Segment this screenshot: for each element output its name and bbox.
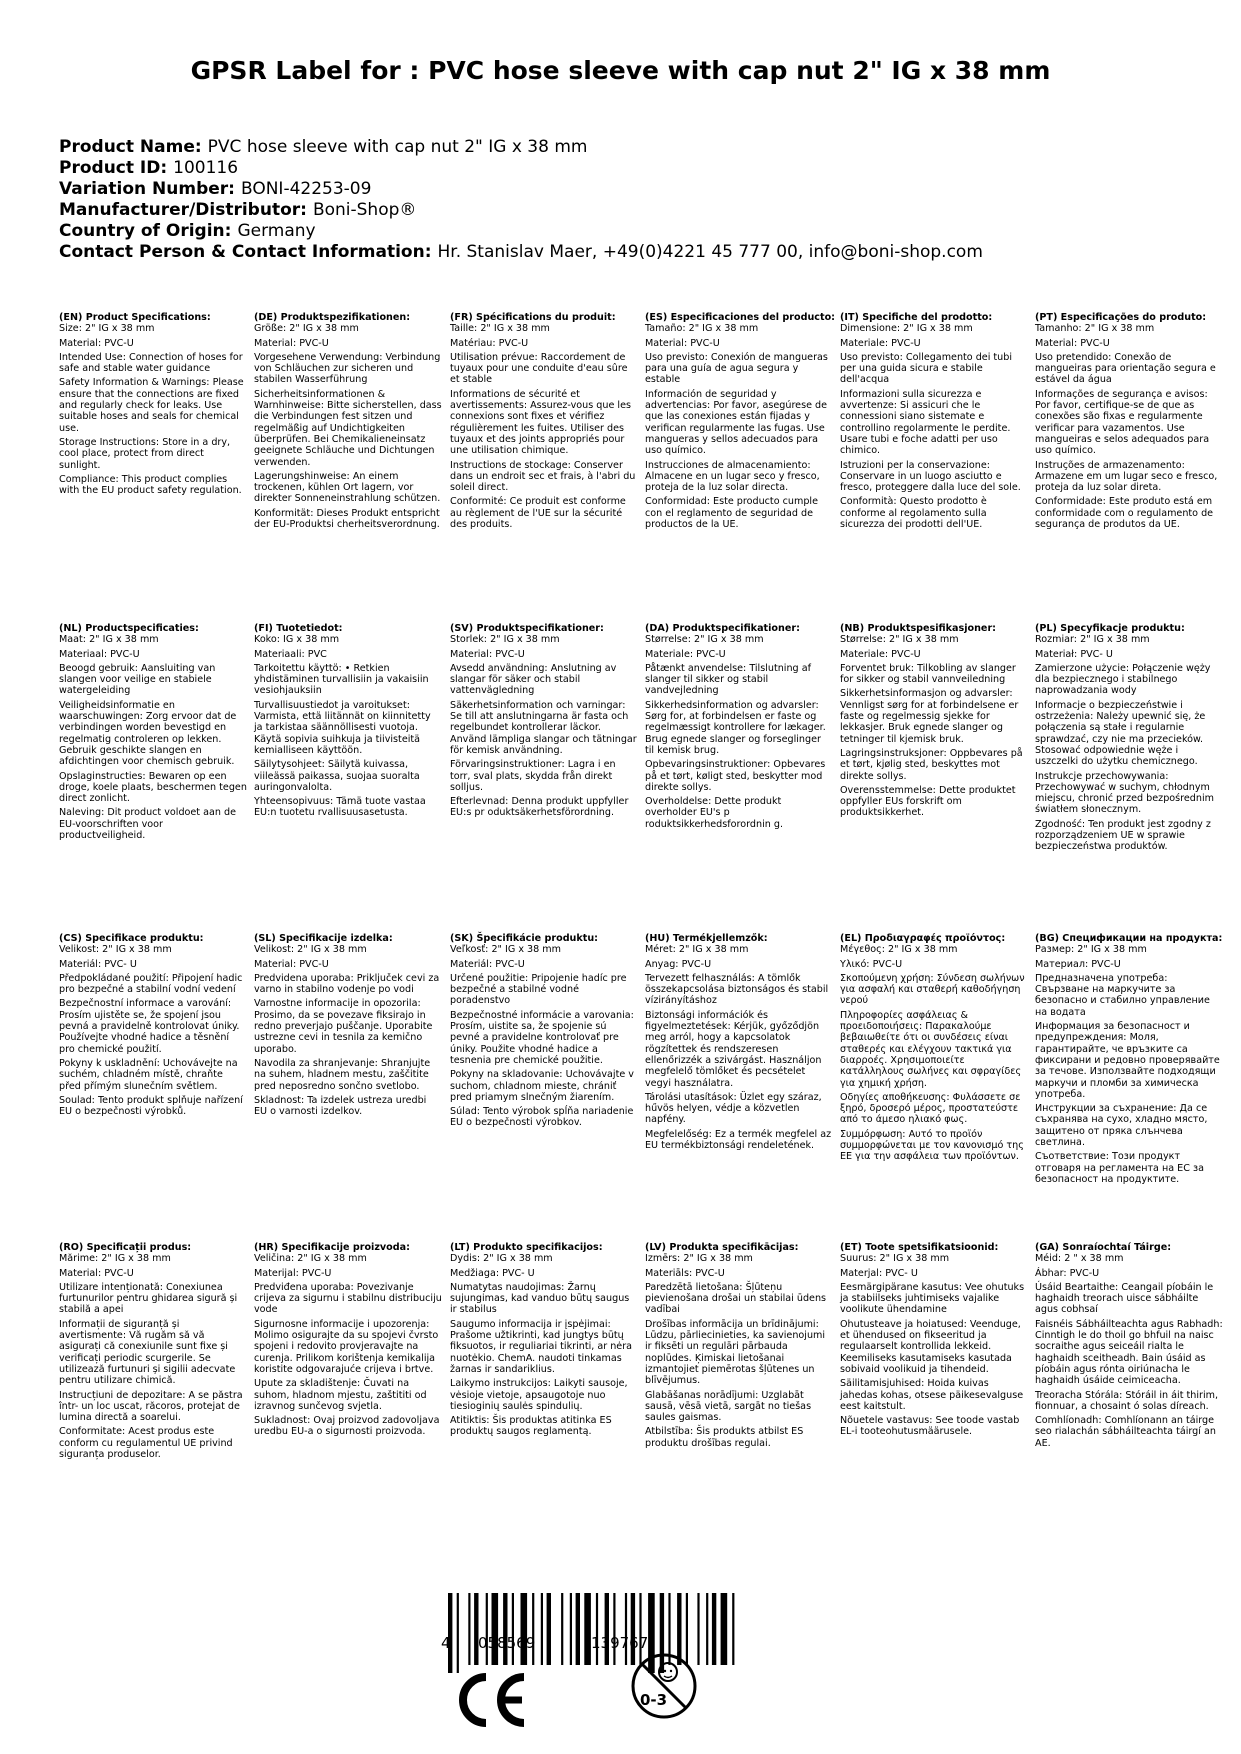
spec-paragraph: Méret: 2" IG x 38 mm: [645, 944, 749, 956]
barcode-digits-left: 058569: [478, 1634, 536, 1652]
spec-paragraph: Informazioni sulla sicurezza e avvertenze: Si assicuri che le connessioni siano sistemate e controllino regolarmente le perdite. Usare tubi e foche adatti per uso chimico.: [840, 388, 1011, 457]
spec-paragraph: Informações de segurança e avisos: Por favor, certifique-se de que as conexões são fixas e regularmente verificar para vazamentos. Use mangueiras e selos adequados para uso químico.: [1035, 388, 1210, 457]
spec-block: [254, 623, 442, 822]
spec-paragraph: Saugumo informacija ir įspėjimai: Prašome užtikrinti, kad jungtys būtų fiksuotos, ir reguliariai tikrinti, ar nėra nuotėkio. ChemA. naudoti tinkamas žarnas ir sandariklius.: [450, 1318, 633, 1375]
spec-paragraph: Sikkerhedsinformation og advarsler: Sørg for, at forbindelsen er faste og regelmæssigt kontrollere for lækager. Brug egnede slanger og forseglinger til kemisk brug.: [645, 699, 826, 756]
barcode-bar: [541, 1593, 543, 1665]
spec-paragraph: Οδηγίες αποθήκευσης: Φυλάσσετε σε ξηρό, δροσερό μέρος, προστατεύστε από το άμεσο ηλιακό φως.: [840, 1091, 1021, 1126]
product-name-label: Product Name:: [59, 137, 202, 157]
spec-paragraph: Material: PVC-U: [1035, 337, 1110, 349]
manufacturer-value: Boni-Shop®: [312, 200, 417, 220]
contact-value: Hr. Stanislav Maer, +49(0)4221 45 777 00, info@boni-shop.com: [437, 242, 983, 262]
spec-paragraph: Υλικό: PVC-U: [840, 958, 903, 970]
spec-block: [450, 312, 638, 533]
spec-paragraph: Materiale: PVC-U: [840, 337, 921, 349]
spec-paragraph: Veličina: 2" IG x 38 mm: [254, 1253, 367, 1265]
spec-paragraph: Beoogd gebruik: Aansluiting van slangen voor veilige en stabiele watergeleiding: [59, 662, 216, 697]
spec-paragraph: Sicherheitsinformationen & Warnhinweise: Bitte sicherstellen, dass die Verbindungen fest sitzen und regelmäßig auf Undichtigkeiten überprüfen. Bei Chemikalieneinsatz geeignete Schläuche und Dichtungen verwenden.: [254, 388, 442, 468]
spec-block: [840, 312, 1028, 533]
spec-block: [59, 933, 247, 1120]
barcode-bar: [625, 1593, 627, 1665]
spec-heading: (ET) Toote spetsifikatsioonid:: [840, 1242, 999, 1253]
country-label: Country of Origin:: [59, 221, 232, 241]
spec-paragraph: Storlek: 2" IG x 38 mm: [450, 634, 560, 646]
spec-paragraph: Paredzētā lietošana: Šļūteņu pievienošana drošai un stabilai ūdens vadībai: [645, 1281, 827, 1316]
spec-paragraph: Förvaringsinstruktioner: Lagra i en torr, sval plats, skydda från direkt solljus.: [450, 759, 616, 793]
spec-block: [645, 933, 833, 1154]
barcode-bar: [486, 1593, 488, 1665]
spec-paragraph: Materiaali: PVC: [254, 648, 327, 660]
spec-block: [1035, 933, 1223, 1188]
spec-paragraph: Turvallisuustiedot ja varoitukset: Varmista, että liitännät on kiinnitetty ja tarkistaa säännöllisesti vuotoja. Käytä sopivia suihkuja ja tiivisteitä kemialliseen käyttöön.: [254, 699, 431, 756]
spec-paragraph: Conformitate: Acest produs este conform cu regulamentul UE privind siguranța produselor.: [59, 1426, 233, 1461]
spec-heading: (NB) Produktspesifikasjoner:: [840, 623, 997, 634]
manufacturer-row: [59, 200, 983, 221]
spec-paragraph: Tárolási utasítások: Üzlet egy száraz, hűvös helyen, védje a közvetlen napfény.: [645, 1091, 822, 1126]
product-name-row: [59, 137, 983, 158]
spec-block: [450, 1242, 638, 1441]
spec-paragraph: Predviđena uporaba: Povezivanje crijeva za sigurnu i stabilnu distribuciju vode: [254, 1281, 442, 1316]
barcode-bar: [547, 1593, 551, 1665]
spec-paragraph: Matériau: PVC-U: [450, 337, 529, 349]
spec-block: [450, 933, 638, 1132]
page-title: GPSR Label for : PVC hose sleeve with cap nut 2" IG x 38 mm: [190, 56, 1051, 85]
spec-paragraph: Sigurnosne informacije i upozorenja: Molimo osigurajte da su spojevi čvrsto spojeni i redovito provjeravajte na curenja. Prilikom korištenja kemikalija koristite odgovarajuće crijeva i brtve.: [254, 1318, 439, 1375]
spec-paragraph: Předpokládané použití: Připojení hadic pro bezpečné a stabilní vodní vedení: [59, 972, 243, 996]
barcode-bar: [521, 1593, 528, 1665]
spec-paragraph: Suurus: 2" IG x 38 mm: [840, 1253, 950, 1265]
spec-paragraph: Úsáid Beartaithe: Ceangail píobáin le haghaidh treorach uisce sábháilte agus cobhsaí: [1035, 1281, 1214, 1316]
spec-paragraph: Uso previsto: Conexión de mangueras para una guía de agua segura y estable: [645, 351, 828, 386]
spec-paragraph: Určené použitie: Pripojenie hadíc pre bezpečné a stabilné vodné poradenstvo: [450, 972, 627, 1007]
spec-paragraph: Σκοπούμενη χρήση: Σύνδεση σωλήνων για ασφαλή και σταθερή καθοδήγηση νερού: [840, 972, 1025, 1007]
spec-paragraph: Material: PVC-U: [59, 337, 134, 349]
spec-heading: (EN) Product Specifications:: [59, 312, 211, 323]
spec-block: [645, 312, 836, 533]
spec-paragraph: Materiāls: PVC-U: [645, 1267, 725, 1279]
spec-paragraph: Предназначена употреба: Свързване на маркучите за безопасно и стабилно управление на водата: [1035, 972, 1210, 1018]
spec-paragraph: Utilisation prévue: Raccordement de tuyaux pour une conduite d'eau sûre et stable: [450, 351, 628, 386]
country-value: Germany: [237, 221, 316, 241]
spec-paragraph: Pokyny na skladovanie: Uchovávajte v suchom, chladnom mieste, chrániť pred priamym slnečným žiarením.: [450, 1069, 634, 1103]
spec-paragraph: Información de seguridad y advertencias: Por favor, asegúrese de que las conexiones están fijadas y verifican regularmente las fugas. Use mangueras y sellos adecuados para uso químico.: [645, 388, 828, 457]
spec-paragraph: Ábhar: PVC-U: [1035, 1267, 1100, 1279]
contact-label: Contact Person & Contact Information:: [59, 242, 432, 262]
spec-paragraph: Drošības informācija un brīdinājumi: Lūdzu, pārliecinieties, ka savienojumi ir fiksēti un regulāri pārbauda noplūdes. Ķimiskai lietošanai izmantojiet piemērotas šļūtenes un blīvējumus.: [645, 1318, 826, 1387]
spec-paragraph: Efterlevnad: Denna produkt uppfyller EU:s pr oduktsäkerhetsförordning.: [450, 796, 629, 819]
barcode-bar: [605, 1593, 609, 1665]
spec-paragraph: Overensstemmelse: Dette produktet oppfyller EUs forskrift om produktsikkerhet.: [840, 784, 1016, 819]
spec-heading: (IT) Specifiche del prodotto:: [840, 312, 993, 323]
spec-paragraph: Tamaño: 2" IG x 38 mm: [645, 323, 759, 335]
spec-paragraph: Numatytas naudojimas: Žarnų sujungimas, kad vanduo būtų saugus ir stabilus: [450, 1281, 630, 1316]
spec-heading: (LT) Produkto specifikacijos:: [450, 1242, 603, 1253]
spec-paragraph: Informacje o bezpieczeństwie i ostrzeżenia: Należy upewnić się, że połączenia są stałe i regularnie sprawdzać, czy nie ma przecieków. Stosować odpowiednie węże i uszczelki do użytku chemicznego.: [1035, 699, 1206, 768]
spec-paragraph: Sukladnost: Ovaj proizvod zadovoljava uredbu EU-a o sigurnosti proizvoda.: [254, 1415, 440, 1438]
spec-paragraph: Biztonsági információk és figyelmeztetések: Kérjük, győződjön meg arról, hogy a kapcsolatok rögzítettek és rendszeresen ellenőrizzék a szivárgást. Használjon megfelelő tömlőket és pecsételet vegyi használatra.: [645, 1009, 822, 1089]
spec-paragraph: Safety Information & Warnings: Please ensure that the connections are fixed and regularly check for leaks. Use suitable hoses and seals for chemical use.: [59, 377, 244, 434]
product-id-label: Product ID:: [59, 158, 168, 178]
manufacturer-label: Manufacturer/Distributor:: [59, 200, 307, 220]
spec-paragraph: Varnostne informacije in opozorila: Prosimo, da se povezave fiksirajo in redno preverjajo puščanje. Uporabite ustrezne cevi in tesnila za kemično uporabo.: [254, 998, 433, 1055]
spec-paragraph: Izmērs: 2" IG x 38 mm: [645, 1253, 753, 1265]
barcode-bar: [706, 1593, 708, 1665]
product-name-value: PVC hose sleeve with cap nut 2" IG x 38 mm: [207, 137, 588, 157]
spec-heading: (BG) Спецификации на продукта:: [1035, 933, 1223, 944]
barcode-bar: [584, 1593, 591, 1665]
spec-paragraph: Størrelse: 2" IG x 38 mm: [645, 634, 764, 646]
spec-paragraph: Instrucțiuni de depozitare: A se păstra într- un loc uscat, răcoros, protejat de lumina directă a soarelui.: [59, 1389, 243, 1424]
spec-paragraph: Bezpečnostní informace a varování: Prosím ujistěte se, že spojení jsou pevná a pravidelně kontrolovat úniky. Používejte vhodné hadice a těsnění pro chemické použití.: [59, 998, 240, 1055]
spec-heading: (CS) Specifikace produktu:: [59, 933, 204, 944]
spec-paragraph: Avsedd användning: Anslutning av slangar för säker och stabil vattenvägledning: [450, 662, 617, 697]
spec-block: [59, 1242, 247, 1463]
spec-paragraph: Conformità: Questo prodotto è conforme al regolamento sulla sicurezza dei prodotti dell'UE.: [840, 496, 987, 531]
spec-heading: (FR) Spécifications du produit:: [450, 312, 616, 323]
spec-paragraph: Materiał: PVC- U: [1035, 648, 1113, 660]
barcode-bar: [712, 1593, 716, 1665]
spec-paragraph: Mărime: 2" IG x 38 mm: [59, 1253, 171, 1265]
spec-block: [840, 933, 1028, 1166]
spec-block: [450, 623, 638, 822]
spec-paragraph: Utilizare intenționată: Conexiunea furtunurilor pentru ghidarea sigură și stabilă a apei: [59, 1281, 238, 1316]
spec-paragraph: Материал: PVC-U: [1035, 958, 1121, 970]
spec-heading: (LV) Produkta specifikācijas:: [645, 1242, 799, 1253]
spec-paragraph: Инструкции за съхранение: Да се съхранява на сухо, хладно място, защитено от пряка слънчева светлина.: [1035, 1103, 1208, 1149]
spec-paragraph: Säilitamisjuhised: Hoida kuivas jahedas kohas, otsese päikesevalguse eest kaitstult.: [840, 1378, 1024, 1412]
spec-paragraph: Materiaal: PVC-U: [59, 648, 140, 660]
barcode-bar: [561, 1593, 563, 1665]
spec-paragraph: Conformidade: Este produto está em conformidade com o regulamento de segurança de produtos da UE.: [1035, 496, 1214, 531]
spec-paragraph: Ohutusteave ja hoiatused: Veenduge, et ühendused on fikseeritud ja regulaarselt kontrollida lekkeid. Keemiliseks kasutamiseks kasutada sobivaid voolikuid ja tihendeid.: [840, 1318, 1021, 1375]
spec-heading: (ES) Especificaciones del producto:: [645, 312, 836, 323]
barcode-bar: [721, 1593, 728, 1665]
spec-paragraph: Yhteensopivuus: Tämä tuote vastaa EU:n tuotetu rvallisuusasetusta.: [254, 796, 426, 819]
spec-block: [1035, 1242, 1223, 1452]
spec-paragraph: Πληροφορίες ασφάλειας & προειδοποιήσεις: Παρακαλούμε βεβαιωθείτε ότι οι συνδέσεις είναι σταθερές και ελέγχουν τακτικά για διαρροές. Χρησιμοποιείτε κατάλληλους σωλήνες και σφραγίδες για χημική χρήση.: [840, 1009, 1022, 1089]
spec-paragraph: Súlad: Tento výrobok spĺňa nariadenie EU o bezpečnosti výrobkov.: [450, 1106, 634, 1129]
spec-paragraph: Dydis: 2" IG x 38 mm: [450, 1253, 553, 1265]
spec-paragraph: Konformität: Dieses Produkt entspricht der EU-Produktsi cherheitsverordnung.: [254, 507, 440, 531]
spec-paragraph: Material: PVC-U: [450, 648, 525, 660]
spec-paragraph: Vorgesehene Verwendung: Verbindung von Schläuchen zur sicheren und stabilen Wasserführung: [254, 351, 441, 386]
spec-paragraph: Veľkosť: 2" IG x 38 mm: [450, 944, 561, 956]
spec-paragraph: Méid: 2 " x 38 mm: [1035, 1253, 1124, 1265]
spec-paragraph: Velikost: 2" IG x 38 mm: [59, 944, 172, 956]
spec-paragraph: Soulad: Tento produkt splňuje nařízení EU o bezpečnosti výrobků.: [59, 1094, 243, 1118]
spec-paragraph: Bezpečnostné informácie a varovania: Prosím, uistite sa, že spojenie sú pevné a pravidelne kontrolovať pre úniky. Použite vhodné hadice a tesnenia pre chemické použitie.: [450, 1009, 634, 1066]
spec-block: [645, 623, 833, 833]
spec-paragraph: Koko: IG x 38 mm: [254, 634, 340, 646]
spec-paragraph: Material: PVC-U: [254, 337, 329, 349]
spec-paragraph: Faisnéis Sábháilteachta agus Rabhadh: Cinntigh le do thoil go bhfuil na naisc socraithe agus seiceáil rialta le haghaidh sceitheadh. Bain úsáid as píobáin agus rónta oiriúnacha le haghaidh úsáide ceimiceacha.: [1035, 1318, 1223, 1387]
spec-paragraph: Μέγεθος: 2" IG x 38 mm: [840, 944, 958, 956]
spec-paragraph: Glabāšanas norādījumi: Uzglabāt sausā, vēsā vietā, sargāt no tiešas saules gaismas.: [645, 1389, 812, 1424]
barcode-bar: [492, 1593, 499, 1665]
barcode-bar: [503, 1593, 507, 1665]
barcode-bar: [448, 1593, 452, 1673]
spec-paragraph: Pokyny k uskladnění: Uchovávejte na suchém, chladném místě, chraňte před přímým slunečním světlem.: [59, 1057, 238, 1092]
spec-heading: (DE) Produktspezifikationen:: [254, 312, 411, 323]
spec-paragraph: Size: 2" IG x 38 mm: [59, 323, 155, 335]
barcode-bar: [570, 1593, 572, 1665]
spec-heading: (SL) Specifikacije izdelka:: [254, 933, 393, 944]
spec-paragraph: Instrukcje przechowywania: Przechowywać w suchym, chłodnym miejscu, chronić przed bezpośrednim światłem słonecznym.: [1035, 770, 1214, 816]
spec-heading: (PL) Specyfikacje produktu:: [1035, 623, 1185, 634]
spec-paragraph: Uso previsto: Collegamento dei tubi per una guida sicura e stabile dell'acqua: [840, 351, 1013, 386]
spec-paragraph: Tarkoitettu käyttö: • Retkien yhdistäminen turvallisiin ja vakaisiin vesiohjauksiin: [254, 662, 429, 697]
spec-paragraph: Materiale: PVC-U: [840, 648, 921, 660]
spec-paragraph: Instructions de stockage: Conserver dans un endroit sec et frais, à l'abri du soleil direct.: [450, 459, 636, 494]
spec-paragraph: Conformité: Ce produit est conforme au règlement de l'UE sur la sécurité des produits.: [450, 496, 626, 531]
spec-paragraph: Taille: 2" IG x 38 mm: [450, 323, 550, 335]
barcode-bar: [613, 1593, 615, 1665]
spec-heading: (RO) Specificații produs:: [59, 1242, 192, 1253]
barcode-digit-prefix: 4: [441, 1634, 451, 1652]
spec-paragraph: Velikost: 2" IG x 38 mm: [254, 944, 367, 956]
spec-paragraph: Skladnost: Ta izdelek ustreza uredbi EU o varnosti izdelkov.: [254, 1094, 427, 1118]
spec-paragraph: Material: PVC-U: [59, 1267, 134, 1279]
spec-paragraph: Tamanho: 2" IG x 38 mm: [1035, 323, 1155, 335]
barcode-bar: [596, 1593, 598, 1665]
spec-heading: (NL) Productspecificaties:: [59, 623, 199, 634]
spec-paragraph: Conformidad: Este producto cumple con el reglamento de seguridad de productos de la UE.: [645, 496, 818, 531]
spec-heading: (SV) Produktspecifikationer:: [450, 623, 604, 634]
spec-paragraph: Instrucciones de almacenamiento: Almacene en un lugar seco y fresco, proteja de la luz solar directa.: [645, 459, 820, 494]
spec-block: [840, 1242, 1028, 1441]
spec-paragraph: Информация за безопасност и предупреждения: Моля, гарантирайте, че връзките са фиксирани и редовно проверявайте за течове. Използвайте подходящи маркучи и пломби за химическа употреба.: [1035, 1021, 1220, 1100]
spec-block: [59, 312, 247, 499]
spec-block: [254, 933, 442, 1120]
spec-block: [645, 1242, 833, 1452]
not-for-children-0-3-icon: [630, 1650, 698, 1730]
product-info: [59, 137, 983, 263]
variation-number-value: BONI-42253-09: [240, 179, 372, 199]
spec-paragraph: Zgodność: Ten produkt jest zgodny z rozporządzeniem UE w sprawie bezpieczeństwa produktów.: [1035, 818, 1211, 853]
age-label: 0-3: [640, 1691, 668, 1709]
spec-paragraph: Material: PVC-U: [254, 958, 329, 970]
spec-paragraph: Informations de sécurité et avertissements: Assurez-vous que les connexions sont fixes et vérifiez régulièrement les fuites. Utiliser des tuyaux et des joints appropriés pour une utilisation chimique.: [450, 388, 631, 457]
spec-paragraph: Navodila za shranjevanje: Shranjujte na suhem, hladnem mestu, zaščitite pred neposredno sončno svetlobo.: [254, 1057, 431, 1092]
spec-paragraph: Nõuetele vastavus: See toode vastab EL-i tooteohutusmäärusele.: [840, 1415, 1020, 1438]
spec-paragraph: Treoracha Stórála: Stóráil in áit thirim, fionnuar, a chosaint ó solas díreach.: [1035, 1389, 1219, 1412]
barcode-digits-right: 139767: [591, 1634, 649, 1652]
spec-paragraph: Compliance: This product complies with the EU product safety regulation.: [59, 473, 242, 497]
spec-heading: (SK) Špecifikácie produktu:: [450, 933, 599, 944]
spec-heading: (FI) Tuotetiedot:: [254, 623, 343, 634]
spec-paragraph: Tervezett felhasználás: A tömlők összekapcsolása biztonságos és stabil vízirányításhoz: [645, 972, 829, 1007]
spec-heading: (HU) Termékjellemzők:: [645, 933, 768, 944]
spec-block: [840, 623, 1028, 822]
spec-paragraph: Dimensione: 2" IG x 38 mm: [840, 323, 973, 335]
spec-block: [254, 1242, 442, 1441]
spec-paragraph: Informații de siguranță și avertismente: Vă rugăm să vă asigurați că conexiunile sunt fixe și verificați periodic scurgerile. Se utilizează furtunuri și sigilii adecvate pentru utilizare chimică.: [59, 1318, 236, 1387]
spec-paragraph: Säilytysohjeet: Säilytä kuivassa, viileässä paikassa, suojaa suoralta auringonvalolta.: [254, 759, 420, 793]
spec-heading: (DA) Produktspecifikationer:: [645, 623, 800, 634]
spec-block: [254, 312, 442, 533]
spec-paragraph: Intended Use: Connection of hoses for safe and stable water guidance: [59, 351, 243, 375]
spec-paragraph: Instruções de armazenamento: Armazene em um lugar seco e fresco, proteja da luz solar direta.: [1035, 459, 1218, 494]
spec-paragraph: Atbilstība: Šis produkts atbilst ES produktu drošības regulai.: [645, 1426, 804, 1449]
spec-paragraph: Upute za skladištenje: Čuvati na suhom, hladnom mjestu, zaštititi od izravnog sunčevog svjetla.: [254, 1378, 427, 1412]
spec-heading: (PT) Especificações do produto:: [1035, 312, 1207, 323]
spec-paragraph: Eesmärgipärane kasutus: Vee ohutuks ja stabiilseks juhtimiseks vajalike voolikute ühendamine: [840, 1281, 1025, 1316]
spec-paragraph: Maat: 2" IG x 38 mm: [59, 634, 159, 646]
spec-paragraph: Laikymo instrukcijos: Laikyti sausoje, vėsioje vietoje, apsaugotoje nuo tiesioginių saulės spindulių.: [450, 1378, 628, 1412]
spec-paragraph: Συμμόρφωση: Αυτό το προϊόν συμμορφώνεται με τον κανονισμό της ΕΕ για την ασφάλεια των προϊόντων.: [840, 1128, 1024, 1163]
product-id-row: [59, 158, 983, 179]
ce-mark-icon: [456, 1671, 532, 1729]
spec-paragraph: Uso pretendido: Conexão de mangueiras para orientação segura e estável da água: [1035, 351, 1216, 386]
spec-paragraph: Atitiktis: Šis produktas atitinka ES produktų saugos reglamentą.: [450, 1415, 612, 1438]
spec-paragraph: Größe: 2" IG x 38 mm: [254, 323, 359, 335]
barcode-bar: [732, 1593, 734, 1665]
spec-paragraph: Anyag: PVC-U: [645, 958, 712, 970]
barcode-bar: [532, 1593, 534, 1665]
spec-block: [59, 623, 247, 844]
spec-paragraph: Megfelelőség: Ez a termék megfelel az EU termékbiztonsági rendeletének.: [645, 1128, 832, 1152]
spec-paragraph: Medžiaga: PVC- U: [450, 1267, 535, 1279]
spec-paragraph: Påtænkt anvendelse: Tilslutning af slanger til sikker og stabil vandvejledning: [645, 662, 811, 697]
variation-number-label: Variation Number:: [59, 179, 235, 199]
barcode-bar: [457, 1593, 459, 1673]
spec-paragraph: Rozmiar: 2" IG x 38 mm: [1035, 634, 1150, 646]
country-row: [59, 221, 983, 242]
spec-paragraph: Materjal: PVC- U: [840, 1267, 918, 1279]
spec-paragraph: Lagringsinstruksjoner: Oppbevares på et tørt, kjølig sted, beskyttes mot direkte sollys.: [840, 747, 1023, 782]
spec-paragraph: Forventet bruk: Tilkobling av slanger for sikker og stabil vannveiledning: [840, 662, 1016, 686]
barcode-bar: [512, 1593, 514, 1665]
product-id-value: 100116: [173, 158, 239, 178]
spec-paragraph: Comhlíonadh: Comhlíonann an táirge seo rialachán sábháilteachta táirgí an AE.: [1035, 1415, 1216, 1449]
spec-paragraph: Lagerungshinweise: An einem trockenen, kühlen Ort lagern, vor direkter Sonneneinstrahlung schützen.: [254, 470, 441, 505]
barcode-bar: [474, 1593, 478, 1665]
barcode-bar: [576, 1593, 580, 1665]
spec-paragraph: Размер: 2" IG x 38 mm: [1035, 944, 1147, 956]
spec-paragraph: Opbevaringsinstruktioner: Opbevares på et tørt, køligt sted, beskytter mod direkte sollys.: [645, 759, 826, 793]
spec-paragraph: Съответствие: Този продукт отговаря на регламента на ЕС за безопасност на продуктите.: [1035, 1151, 1204, 1185]
spec-paragraph: Størrelse: 2" IG x 38 mm: [840, 634, 959, 646]
spec-paragraph: Materiale: PVC-U: [645, 648, 726, 660]
spec-paragraph: Säkerhetsinformation och varningar: Se till att anslutningarna är fasta och regelbundet kontrollerar läckor. Använd lämpliga slangar och tätningar för kemisk användning.: [450, 699, 637, 756]
spec-block: [1035, 312, 1223, 533]
spec-paragraph: Sikkerhetsinformasjon og advarsler: Vennligst sørg for at forbindelsene er faste og regelmessig sjekke for lekkasjer. Bruk egnede slanger og tetninger til kjemisk bruk.: [840, 688, 1019, 745]
spec-heading: (EL) Προδιαγραφές προϊόντος:: [840, 933, 1006, 944]
variation-number-row: [59, 179, 983, 200]
spec-paragraph: Materiál: PVC- U: [59, 958, 137, 970]
spec-paragraph: Istruzioni per la conservazione: Conservare in un luogo asciutto e fresco, proteggere dalla luce del sole.: [840, 459, 1021, 494]
spec-paragraph: Veiligheidsinformatie en waarschuwingen: Zorg ervoor dat de verbindingen worden bevestigd en regelmatig controleren op lekken. Gebruik geschikte slangen en afdichtingen voor chemisch gebruik.: [59, 699, 237, 768]
spec-paragraph: Naleving: Dit product voldoet aan de EU-voorschriften voor productveiligheid.: [59, 807, 236, 842]
spec-heading: (HR) Specifikacije proizvoda:: [254, 1242, 410, 1253]
spec-paragraph: Overholdelse: Dette produkt overholder EU's p roduktsikkerhedsforordnin g.: [645, 796, 784, 830]
spec-paragraph: Materiál: PVC-U: [450, 958, 525, 970]
spec-paragraph: Predvidena uporaba: Priključek cevi za varno in stabilno vodenje po vodi: [254, 972, 440, 996]
contact-row: [59, 242, 983, 263]
spec-paragraph: Storage Instructions: Store in a dry, cool place, protect from direct sunlight.: [59, 436, 231, 471]
spec-paragraph: Materijal: PVC-U: [254, 1267, 332, 1279]
spec-block: [1035, 623, 1223, 856]
barcode-bar: [468, 1593, 470, 1665]
spec-heading: (GA) Sonraíochtaí Táirge:: [1035, 1242, 1172, 1253]
spec-paragraph: Zamierzone użycie: Połączenie węży dla bezpiecznego i stabilnego naprowadzania wody: [1035, 662, 1211, 697]
spec-paragraph: Opslaginstructies: Bewaren op een droge, koele plaats, beschermen tegen direct zonlicht.: [59, 770, 247, 805]
spec-paragraph: Material: PVC-U: [645, 337, 720, 349]
